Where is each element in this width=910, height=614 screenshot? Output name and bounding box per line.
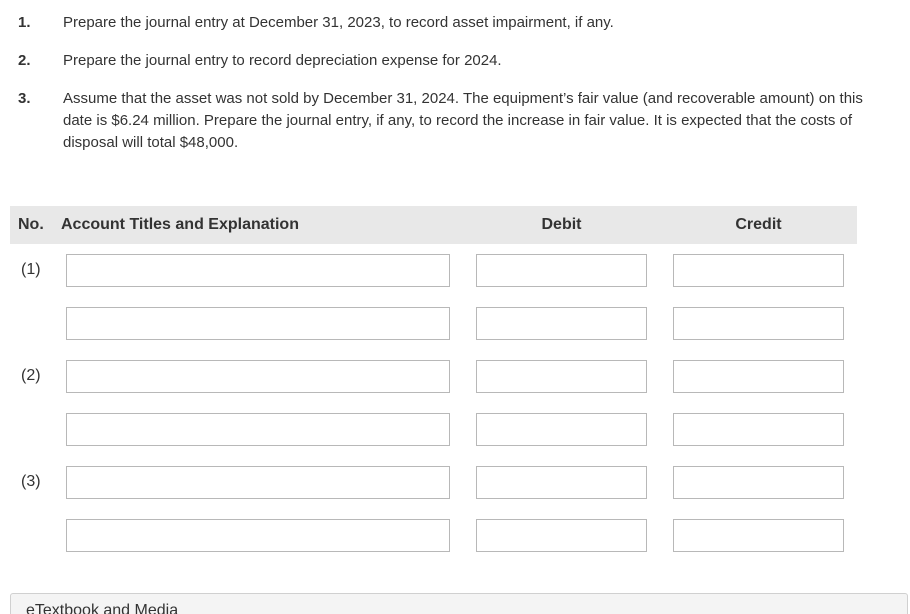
journal-table-header [10, 206, 857, 244]
journal-row [0, 466, 910, 500]
credit-input[interactable] [673, 413, 844, 446]
column-header-account: Account Titles and Explanation [61, 216, 299, 233]
instruction-number: 3. [18, 90, 31, 107]
account-title-input[interactable] [66, 307, 450, 340]
instruction-text: Assume that the asset was not sold by December 31, 2024. The equipment’s fair value (and recoverable amount) on this date is $6.24 million. Prepare the journal entry, if any, to record the increase in fair value. It is expected that the costs of disposal will total $48,000. [63, 90, 863, 151]
instruction-text: Prepare the journal entry at December 31, 2023, to record asset impairment, if any. [63, 14, 614, 31]
journal-row [0, 254, 910, 288]
journal-row [0, 360, 910, 394]
etextbook-media-panel[interactable] [10, 593, 908, 614]
account-title-input[interactable] [66, 466, 450, 499]
column-header-credit: Credit [735, 216, 782, 233]
debit-input[interactable] [476, 466, 647, 499]
account-title-input[interactable] [66, 519, 450, 552]
credit-input[interactable] [673, 519, 844, 552]
credit-input[interactable] [673, 307, 844, 340]
column-header-no: No. [18, 216, 44, 233]
entry-label: (1) [21, 261, 41, 278]
account-title-input[interactable] [66, 360, 450, 393]
debit-input[interactable] [476, 519, 647, 552]
instruction-number: 1. [18, 14, 31, 31]
credit-input[interactable] [673, 254, 844, 287]
debit-input[interactable] [476, 307, 647, 340]
debit-input[interactable] [476, 254, 647, 287]
instruction-number: 2. [18, 52, 31, 69]
column-header-debit: Debit [541, 216, 582, 233]
journal-row [0, 519, 910, 553]
account-title-input[interactable] [66, 254, 450, 287]
credit-input[interactable] [673, 466, 844, 499]
entry-label: (2) [21, 367, 41, 384]
debit-input[interactable] [476, 413, 647, 446]
etextbook-media-label: eTextbook and Media [26, 602, 179, 614]
credit-input[interactable] [673, 360, 844, 393]
account-title-input[interactable] [66, 413, 450, 446]
journal-row [0, 413, 910, 447]
instruction-text: Prepare the journal entry to record depreciation expense for 2024. [63, 52, 502, 69]
debit-input[interactable] [476, 360, 647, 393]
journal-row [0, 307, 910, 341]
entry-label: (3) [21, 473, 41, 490]
